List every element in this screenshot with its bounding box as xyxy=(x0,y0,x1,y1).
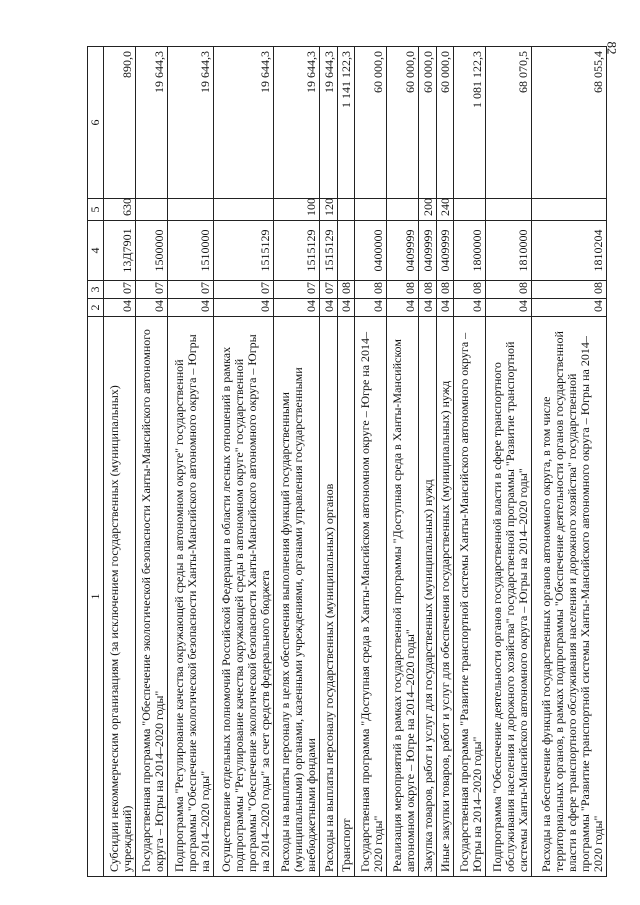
rotated-table-container xyxy=(87,47,607,877)
row-subsection: 08 xyxy=(387,281,419,299)
row-section: 04 xyxy=(532,299,607,317)
table-row xyxy=(337,47,355,877)
table-row xyxy=(104,47,136,877)
row-name: Расходы на выплаты персоналу государственных (муниципальных) органов xyxy=(320,317,338,877)
row-name: Государственная программа "Развитие транспортной системы Ханты-Мансийского автономного округа – Югры на 2014–2020 годы" xyxy=(454,317,486,877)
row-subsection: 07 xyxy=(167,281,213,299)
row-subsection: 07 xyxy=(104,281,136,299)
row-expense-type xyxy=(337,199,355,221)
row-name: Государственная программа "Доступная среда в Ханты-Мансийском автономном округе – Югре на 2014–2020 годы" xyxy=(355,317,387,877)
table-row xyxy=(355,47,387,877)
row-target-code: 1800000 xyxy=(454,221,486,281)
page-number: 82 xyxy=(604,41,620,55)
table-row xyxy=(274,47,320,877)
header-col-1: 1 xyxy=(88,317,104,877)
table-header-row xyxy=(88,47,104,877)
row-section: 04 xyxy=(387,299,419,317)
row-target-code: 0409999 xyxy=(419,221,437,281)
table-row xyxy=(486,47,532,877)
row-section: 04 xyxy=(454,299,486,317)
row-name: Государственная программа "Обеспечение экологической безопасности Ханты-Мансийского автономного округа – Югры на 2014–2020 годы" xyxy=(135,317,167,877)
header-col-3: 3 xyxy=(88,281,104,299)
row-expense-type xyxy=(532,199,607,221)
row-amount: 60 000,0 xyxy=(387,47,419,199)
header-col-4: 4 xyxy=(88,221,104,281)
row-amount: 19 644,3 xyxy=(320,47,338,199)
row-amount: 19 644,3 xyxy=(274,47,320,199)
table-row xyxy=(167,47,213,877)
row-name: Субсидии некоммерческим организациям (за исключением государственных (муниципальных) учреждений) xyxy=(104,317,136,877)
row-target-code: 1515129 xyxy=(274,221,320,281)
row-amount: 68 070,5 xyxy=(486,47,532,199)
table-row xyxy=(387,47,419,877)
row-section: 04 xyxy=(320,299,338,317)
row-name: Осуществление отдельных полномочий Российской Федерации в области лесных отношений в рамках подпрограммы "Регулирование качества окружающей среды в автономном округе" государственной программы "Обеспечение экологической безопасности Ханты-Мансийского автономного округа – Югры на 2014–2020 годы" за счет средств федерального бюджета xyxy=(213,317,273,877)
row-amount: 890,0 xyxy=(104,47,136,199)
row-expense-type xyxy=(355,199,387,221)
row-target-code: 0400000 xyxy=(355,221,387,281)
row-section: 04 xyxy=(486,299,532,317)
row-amount: 19 644,3 xyxy=(167,47,213,199)
row-expense-type xyxy=(135,199,167,221)
row-section: 04 xyxy=(213,299,273,317)
row-amount: 19 644,3 xyxy=(135,47,167,199)
row-target-code: 1500000 xyxy=(135,221,167,281)
row-target-code xyxy=(337,221,355,281)
row-amount: 68 055,4 xyxy=(532,47,607,199)
row-amount: 60 000,0 xyxy=(355,47,387,199)
header-col-5: 5 xyxy=(88,199,104,221)
row-section: 04 xyxy=(104,299,136,317)
row-expense-type xyxy=(486,199,532,221)
row-subsection: 08 xyxy=(436,281,454,299)
row-amount: 1 141 122,3 xyxy=(337,47,355,199)
row-expense-type: 240 xyxy=(436,199,454,221)
row-target-code: 1515129 xyxy=(213,221,273,281)
row-name: Закупка товаров, работ и услуг для государственных (муниципальных) нужд xyxy=(419,317,437,877)
row-subsection: 08 xyxy=(419,281,437,299)
row-subsection: 08 xyxy=(454,281,486,299)
row-section: 04 xyxy=(436,299,454,317)
budget-table xyxy=(87,46,607,877)
table-row xyxy=(135,47,167,877)
row-target-code: 1810204 xyxy=(532,221,607,281)
row-name: Расходы на выплаты персоналу в целях обеспечения выполнения функций государственными (муниципальными) органами, казенными учреждениями, органами управления государственными внебюджетными фондами xyxy=(274,317,320,877)
header-col-2: 2 xyxy=(88,299,104,317)
row-subsection: 07 xyxy=(213,281,273,299)
table-row xyxy=(320,47,338,877)
row-target-code: 1810000 xyxy=(486,221,532,281)
row-amount: 60 000,0 xyxy=(419,47,437,199)
row-expense-type xyxy=(213,199,273,221)
row-expense-type: 100 xyxy=(274,199,320,221)
row-expense-type: 630 xyxy=(104,199,136,221)
row-name: Расходы на обеспечение функций государственных органов автономного округа, в том числе территориальных органов, в рамках подпрограммы "Обеспечение деятельности органов государственной власти в сфере транспортного обслуживания населения и дорожного хозяйства" государственной программы "Развитие транспортной системы Ханты-Мансийского автономного округа – Югры на 2014–2020 годы" xyxy=(532,317,607,877)
table-row xyxy=(532,47,607,877)
row-name: Транспорт xyxy=(337,317,355,877)
row-subsection: 07 xyxy=(320,281,338,299)
row-expense-type xyxy=(167,199,213,221)
row-expense-type xyxy=(387,199,419,221)
row-section: 04 xyxy=(355,299,387,317)
row-target-code: 13Д7901 xyxy=(104,221,136,281)
row-name: Подпрограмма "Регулирование качества окружающей среды в автономном округе" государственной программы "Обеспечение экологической безопасности Ханты-Мансийского автономного округа – Югры на 2014–2020 годы" xyxy=(167,317,213,877)
row-section: 04 xyxy=(135,299,167,317)
row-section: 04 xyxy=(419,299,437,317)
row-subsection: 07 xyxy=(135,281,167,299)
row-section: 04 xyxy=(274,299,320,317)
table-row xyxy=(213,47,273,877)
row-name: Подпрограмма "Обеспечение деятельности органов государственной власти в сфере транспортного обслуживания населения и дорожного хозяйства" государственной программы "Развитие транспортной системы Ханты-Мансийского автономного округа – Югры на 2014–2020 годы" xyxy=(486,317,532,877)
row-name: Иные закупки товаров, работ и услуг для обеспечения государственных (муниципальных) нужд xyxy=(436,317,454,877)
row-subsection: 08 xyxy=(486,281,532,299)
row-amount: 60 000,0 xyxy=(436,47,454,199)
row-expense-type: 120 xyxy=(320,199,338,221)
row-expense-type: 200 xyxy=(419,199,437,221)
row-section: 04 xyxy=(337,299,355,317)
row-subsection: 08 xyxy=(355,281,387,299)
row-subsection: 08 xyxy=(337,281,355,299)
row-subsection: 08 xyxy=(532,281,607,299)
row-expense-type xyxy=(454,199,486,221)
row-target-code: 1510000 xyxy=(167,221,213,281)
row-target-code: 1515129 xyxy=(320,221,338,281)
header-col-6: 6 xyxy=(88,47,104,199)
row-section: 04 xyxy=(167,299,213,317)
table-row xyxy=(454,47,486,877)
table-row xyxy=(436,47,454,877)
table-row xyxy=(419,47,437,877)
row-target-code: 0409999 xyxy=(387,221,419,281)
row-name: Реализация мероприятий в рамках государственной программы "Доступная среда в Ханты-Мансийском автономном округе – Югре на 2014–2020 годы" xyxy=(387,317,419,877)
row-subsection: 07 xyxy=(274,281,320,299)
row-target-code: 0409999 xyxy=(436,221,454,281)
row-amount: 1 081 122,3 xyxy=(454,47,486,199)
row-amount: 19 644,3 xyxy=(213,47,273,199)
